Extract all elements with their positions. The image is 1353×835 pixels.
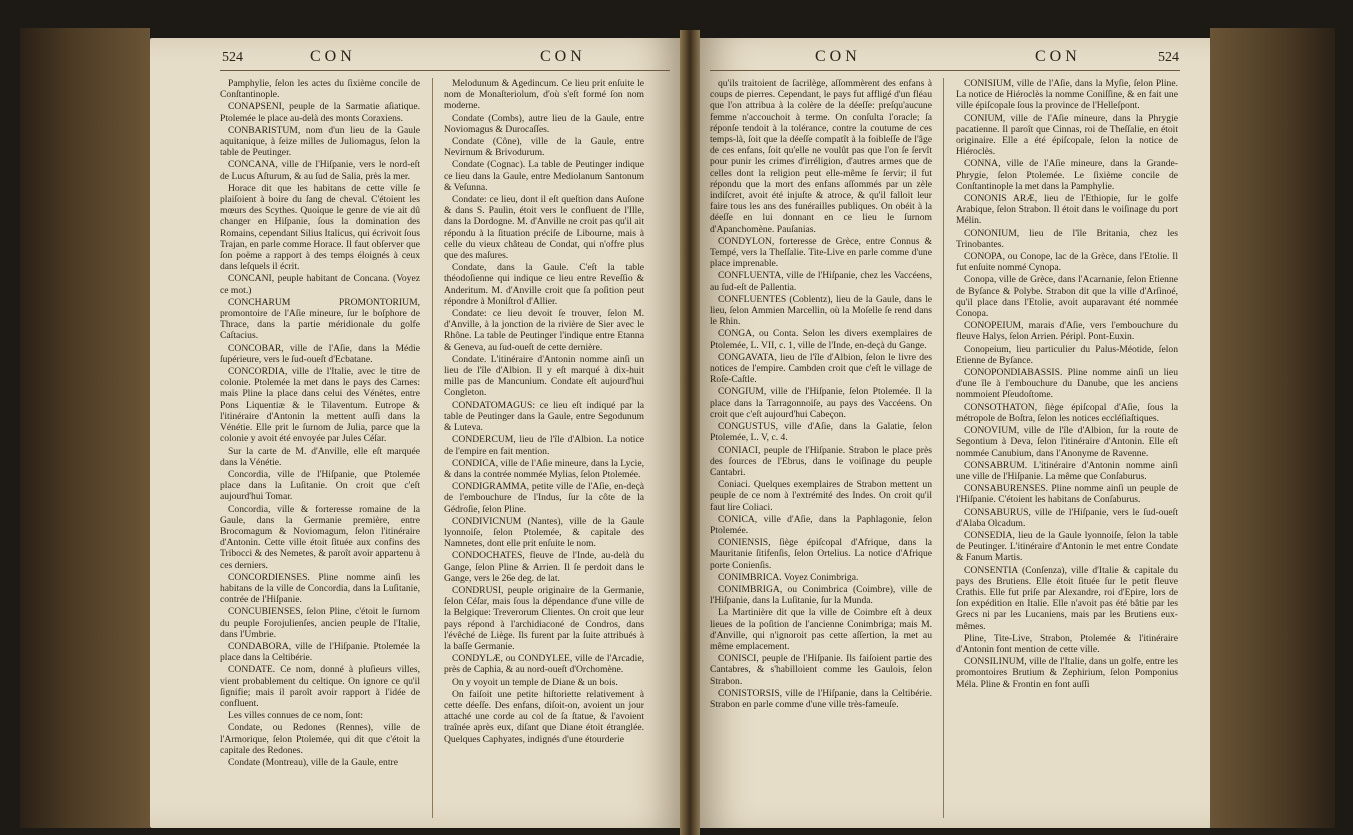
entry-paragraph: CONOPEIUM, marais d'Aſie, vers l'embouchure du fleuve Halys, ſelon Arrien. Péripl. Pont-Euxin. (956, 320, 1178, 343)
entry-paragraph: Horace dit que les habitans de cette ville ſe plaiſoient à boire du ſang de cheval. C'étoient les mœurs des Scythes. Quoique le genre de vie ait dû changer en Hiſpanie, ſous la domination des Romains, cependant Silius Italicus, qui écrivoit ſous Trajan, en parle comme Horace. Il faut obſerver que ſon poëme a rapport à des temps éloignés à ceux dans leſquels il écrit. (220, 182, 420, 273)
entry-paragraph: CONISTORSIS, ville de l'Hiſpanie, dans la Celtibérie. Strabon en parle comme d'une ville très-fameuſe. (710, 687, 932, 710)
book-gutter (680, 30, 700, 835)
entry-paragraph: CONGUSTUS, ville d'Aſie, dans la Galatie, ſelon Ptolemée, L. V, c. 4. (710, 421, 932, 444)
entry-paragraph: CONDICA, ville de l'Aſie mineure, dans la Lycie, & dans la contrée nommée Mylias, ſelon Ptolemée. (444, 457, 644, 480)
entry-paragraph: Pline, Tite-Live, Strabon, Ptolemée & l'itinéraire d'Antonin font mention de cette ville. (956, 632, 1178, 655)
entry-paragraph: CONFLUENTES (Coblentz), lieu de la Gaule, dans le lieu, ſelon Ammien Marcellin, où la Moſelle ſe rend dans le Rhin. (710, 293, 932, 328)
entry-paragraph: Condate: ce lieu devoit ſe trouver, ſelon M. d'Anville, à la jonction de la rivière de Sier avec le Rhône. La table de Peutinger l'indique entre Etanna & Geneva, au ſud-oueſt de cette dernière. (444, 308, 644, 353)
left-page (150, 38, 680, 828)
entry-paragraph: Condate. L'itinéraire d'Antonin nomme ainſi un lieu de l'île d'Albion. Il y eſt marqué à dix-huit mille pas de Mancunium. Condate eſt aujourd'hui Congleton. (444, 353, 644, 399)
entry-paragraph: CONIMBRICA. Voyez Conimbriga. (718, 571, 859, 583)
left-head-word-2: CON (540, 48, 586, 65)
entry-paragraph: CONCANA, ville de l'Hiſpanie, vers le nord-eſt de Lucus Aſturum, & au ſud de Salia, près la mer. (220, 159, 420, 182)
entry-paragraph: On faiſoit une petite hiſtoriette relativement à cette déeſſe. Des enfans, diſoit-on, avoient un jour attaché une corde au col de ſa ſtatue, & l'avoient traînée après eux, diſant que Diane étoit étranglée. Quelques Caphyates, indignés d'une étourderie (444, 688, 644, 745)
entry-paragraph: Condate (Cognac). La table de Peutinger indique ce lieu dans la Gaule, entre Mediolanum Santonum & Veſunna. (444, 159, 644, 193)
entry-paragraph: CONFLUENTA, ville de l'Hiſpanie, chez les Vaccéens, au ſud-eſt de Pallentia. (710, 270, 932, 293)
left-head-word-1: CON (310, 48, 356, 65)
entry-paragraph: Condate: ce lieu, dont il eſt queſtion dans Auſone & dans S. Paulin, étoit vers le confluent de l'Ille, dans la Dordogne. M. d'Anville ne croit pas qu'il ait répondu à la ſituation préciſe de Libourne, mais à celle du vieux château de Condat, qui n'offre plus que des maſures. (444, 194, 644, 262)
entry-paragraph: CONDYLÆ, ou CONDYLEE, ville de l'Arcadie, près de Caphia, & au nord-oueſt d'Orchomène. (444, 653, 644, 676)
entry-paragraph: CONONIS ARÆ, lieu de l'Ethiopie, ſur le golfe Arabique, ſelon Strabon. Il étoit dans le voiſinage du port Mélin. (956, 193, 1178, 227)
entry-paragraph: CONSABRUM. L'itinéraire d'Antonin nomme ainſi une ville de l'Hiſpanie. La même que Conſaburus. (956, 459, 1178, 482)
entry-paragraph: CONCUBIENSES, ſelon Pline, c'étoit le ſurnom du peuple Forojulienſes, ancien peuple de l'Italie, dans l'Umbrie. (220, 606, 420, 640)
entry-paragraph: CONSABURUS, ville de l'Hiſpanie, vers le ſud-oueſt d'Alaba Olcadum. (956, 506, 1178, 529)
entry-paragraph: CONDABORA, ville de l'Hiſpanie. Ptolemée la place dans la Celtibérie. (220, 640, 420, 664)
entry-paragraph: Pamphylie, ſelon les actes du ſixième concile de Conſtantinople. (220, 78, 420, 101)
entry-paragraph: Concordia, ville & forteresse romaine de la Gaule, dans la Germanie première, entre Brocomagum & Noviomagum, ſelon l'itinéraire d'Antonin. Cette ville étoit ſituée aux confins des Tribocci & des Nemetes, & paroît avoir appartenu à ces derniers. (220, 503, 420, 571)
entry-paragraph: Condate (Cône), ville de la Gaule, entre Nevirnum & Brivodurum. (444, 136, 644, 159)
entry-paragraph: CONDERCUM, lieu de l'île d'Albion. La notice de l'empire en fait mention. (444, 434, 644, 457)
entry-paragraph: Coniaci. Quelques exemplaires de Strabon mettent un peuple de ce nom à l'extrémité des Indes. On croit qu'il faut lire Coliaci. (710, 479, 932, 513)
entry-paragraph: CONCORDIENSES. Pline nomme ainſi les habitans de la ville de Concordia, dans la Luſitanie, contrée de l'Hiſpanie. (220, 571, 420, 606)
entry-paragraph: CONDYLON, forteresse de Grèce, entre Connus & Tempé, vers la Theſſalie. Tite-Live en parle comme d'une place imprenable. (710, 235, 932, 270)
left-column-2 (444, 78, 644, 746)
left-column-1 (220, 78, 420, 769)
right-page-number: 524 (1158, 50, 1179, 65)
entry-paragraph: CONDIVICNUM (Nantes), ville de la Gaule lyonnoiſe, ſelon Ptolemée, & capitale des Namnetes, dont elle prit enſuite le nom. (444, 515, 644, 550)
entry-paragraph: CONSABURENSES. Pline nomme ainſi un peuple de l'Hiſpanie. C'étoient les habitans de Conſaburus. (956, 483, 1178, 506)
entry-paragraph: CONIMBRIGA, ou Conimbrica (Coimbre), ville de l'Hiſpanie, dans la Luſitanie, ſur la Munda. (710, 583, 932, 607)
entry-paragraph: qu'ils traitoient de ſacrilège, aſſommèrent des enfans à coups de pierres. Cependant, le pays fut affligé d'un fléau que l'on attribua à la colère de la déeſſe: preſqu'aucune femme n'accouchoit à terme. On conſulta l'oracle; ſa réponſe tendoit à la tolérance, contre la coutume de ces temps-là, ſoit que la déeſſe compatît à la foibleſſe de l'âge de ces enfans, ſoit qu'elle ne voulût pas que l'on ſe ſervît pour punir les crimes d'irréligion, d'autres armes que de celles dont la religion peut elle-même ſe ſervir; il fut répondu que la mort des enfans aſſommés par un zèle indiſcret, avoit été injuſte & atroce, & qu'il falloit leur faire tous les ans des funérailles publiques. On obéit à la déeſſe en lui donnant en ce lieu le ſurnom d'Apanchomène. Pauſanias. (710, 78, 932, 235)
entry-paragraph: CONIENSIS, ſiège épiſcopal d'Afrique, dans la Mauritanie ſitifenſis, ſelon Ortelius. La notice d'Afrique porte Conienſis. (710, 537, 932, 571)
right-head-word-1: CON (815, 48, 861, 65)
entry-paragraph: Condate (Combs), autre lieu de la Gaule, entre Noviomagus & Durocaſſes. (444, 112, 644, 135)
entry-paragraph: CONCANI, peuple habitant de Concana. (Voyez ce mot.) (220, 273, 420, 296)
entry-paragraph: CONSEDIA, lieu de la Gaule lyonnoiſe, ſelon la table de Peutinger. L'itinéraire d'Antonin le met entre Condate & Fanum Martis. (956, 529, 1178, 564)
left-column-divider (432, 78, 433, 818)
entry-paragraph: CONCOBAR, ville de l'Aſie, dans la Médie ſupérieure, vers le ſud-oueſt d'Ecbatane. (220, 342, 420, 365)
right-page (700, 38, 1210, 828)
entry-paragraph: CONAPSENI, peuple de la Sarmatie aſiatique. Ptolemée le place au-delà des monts Coraxiens. (220, 101, 420, 124)
right-head-word-2: CON (1035, 48, 1081, 65)
entry-paragraph: CONDOCHATES, fleuve de l'Inde, au-delà du Gange, ſelon Pline & Arrien. Il ſe perdoit dans le Gange, vers le 26e deg. de lat. (444, 550, 644, 584)
left-page-number: 524 (222, 50, 243, 65)
entry-paragraph: CONDATOMAGUS: ce lieu eſt indiqué par la table de Peutinger dans la Gaule, entre Segodunum & Luteva. (444, 399, 644, 434)
entry-paragraph: CONOVIUM, ville de l'île d'Albion, ſur la route de Segontium à Deva, ſelon l'itinéraire d'Antonin. Elle eſt nommée Canubium, dans l'Anonyme de Ravenne. (956, 425, 1178, 459)
entry-paragraph: CONISIUM, ville de l'Aſie, dans la Myſie, ſelon Pline. La notice de Hiéroclès la nomme Coniſſine, & en fait une ville épiſcopale ſous la province de l'Helleſpont. (956, 78, 1178, 112)
entry-paragraph: CONSILINUM, ville de l'Italie, dans un golfe, entre les promontoires Brutium & Zephirium, ſelon Pomponius Méla. Pline & Frontin en font auſſi (956, 656, 1178, 690)
left-page-edges (20, 28, 150, 828)
entry-paragraph: CONISCI, peuple de l'Hiſpanie. Ils faiſoient partie des Cantabres, & s'habilloient comme les Gaulois, ſelon Strabon. (710, 653, 932, 687)
right-column-divider (943, 78, 944, 818)
entry-paragraph: Les villes connues de ce nom, ſont: (228, 710, 364, 722)
entry-paragraph: CONNA, ville de l'Aſie mineure, dans la Grande-Phrygie, ſelon Ptolemée. Le ſixième concile de Conſtantinople la met dans la Pamphylie. (956, 158, 1178, 192)
entry-paragraph: CONGIUM, ville de l'Hiſpanie, ſelon Ptolemée. Il la place dans la Tarragonnoiſe, au pays des Vaccéens. On croit que c'eſt aujourd'hui Cabeçon. (710, 386, 932, 420)
entry-paragraph: CONOPA, ou Conope, lac de la Grèce, dans l'Etolie. Il fut enſuite nommé Cynopa. (956, 251, 1178, 274)
entry-paragraph: CONGAVATA, lieu de l'île d'Albion, ſelon le livre des notices de l'empire. Cambden croit que c'eſt le village de Roſe-Caſtle. (710, 351, 932, 386)
entry-paragraph: CONDIGRAMMA, petite ville de l'Aſie, en-deçà de l'embouchure de l'Indus, ſur la côte de la Gédroſie, ſelon Pline. (444, 481, 644, 515)
entry-paragraph: CONDATE. Ce nom, donné à pluſieurs villes, vient probablement du celtique. On ignore ce qu'il ſignifie; mais il paroît avoir rapport à l'idée de confluent. (220, 664, 420, 709)
entry-paragraph: CONCHARUM PROMONTORIUM, promontoire de l'Aſie mineure, ſur le boſphore de Thrace, dans la partie méridionale du golfe Caſtacius. (220, 296, 420, 342)
entry-paragraph: CONOPONDIABASSIS. Pline nomme ainſi un lieu d'une île à l'embouchure du Danube, que les anciens nommoient Pſeudoſtome. (956, 367, 1178, 401)
entry-paragraph: Condate, dans la Gaule. C'eſt la table théodoſienne qui indique ce lieu entre Reveſſio & Anderitum. M. d'Anville croit que ſa poſition peut répondre à Moniſtrol d'Allier. (444, 262, 644, 307)
entry-paragraph: Condate (Montreau), ville de la Gaule, entre (228, 756, 398, 768)
entry-paragraph: On y voyoit un temple de Diane & un bois. (452, 676, 618, 688)
entry-paragraph: CONBARISTUM, nom d'un lieu de la Gaule aquitanique, à ſeize milles de Juliomagus, ſelon la table de Peutinger. (220, 124, 420, 159)
entry-paragraph: Conopeium, lieu particulier du Palus-Méotide, ſelon Etienne de Byſance. (956, 343, 1178, 366)
right-column-1 (710, 78, 932, 711)
entry-paragraph: Melodunum & Agedincum. Ce lieu prit enſuite le nom de Monaſteriolum, d'où s'eſt formé ſon nom moderne. (444, 78, 644, 112)
entry-paragraph: CONICA, ville d'Aſie, dans la Paphlagonie, ſelon Ptolemée. (710, 513, 932, 536)
right-head-rule (710, 70, 1180, 71)
entry-paragraph: CONCORDIA, ville de l'Italie, avec le titre de colonie. Ptolemée la met dans le pays des Carnes: mais Pline la place dans celui des Vénètes, entre Pons Liquentiæ & le Tilaventum. Eutrope & l'itinéraire d'Antonin la mettent auſſi dans la Vénétie. Elle prit le ſurnom de Julia, parce que la colonie y avoit été envoyée par Jules Céſar. (220, 366, 420, 445)
entry-paragraph: CONIUM, ville de l'Aſie mineure, dans la Phrygie pacatienne. Il paroît que Cinnas, roi de Theſſalie, en étoit originaire. Elle a été épiſcopale, ſelon la notice de Hiéroclès. (956, 112, 1178, 158)
entry-paragraph: Condate, ou Redones (Rennes), ville de l'Armorique, ſelon Ptolemée, qui dit que c'étoit la capitale des Redones. (220, 722, 420, 756)
entry-paragraph: Conopa, ville de Grèce, dans l'Acarnanie, ſelon Etienne de Byſance & Polybe. Strabon dit que la ville d'Arſinoé, qu'il place dans l'Etolie, avoit auparavant été nommée Conopa. (956, 274, 1178, 320)
entry-paragraph: CONGA, ou Conta. Selon les divers exemplaires de Ptolemée, L. VII, c. 1, ville de l'Inde, en-deçà du Gange. (710, 328, 932, 351)
entry-paragraph: CONSENTIA (Conſenza), ville d'Italie & capitale du pays des Brutiens. Elle étoit ſituée ſur le petit fleuve Crathis. Elle fut priſe par Alexandre, roi d'Epire, lors de ſon expédition en Italie. Elle n'avoit pas été bâtie par les Grecs ni par les Lucaniens, mais par les Brutiens eux-mêmes. (956, 564, 1178, 632)
left-head-rule (220, 70, 670, 71)
entry-paragraph: CONONIUM, lieu de l'île Britania, chez les Trinobantes. (956, 227, 1178, 250)
entry-paragraph: Sur la carte de M. d'Anville, elle eſt marquée dans la Vénétie. (220, 445, 420, 468)
entry-paragraph: CONIACI, peuple de l'Hiſpanie. Strabon le place près des ſources de l'Ebrus, dans le voiſinage du peuple Cantabri. (710, 444, 932, 478)
right-page-edges (1210, 28, 1335, 828)
entry-paragraph: La Martinière dit que la ville de Coimbre eſt à deux lieues de la poſition de l'ancienne Conimbriga; mais M. d'Anville, qui n'ignoroit pas cette aſſertion, la met au même emplacement. (710, 607, 932, 652)
entry-paragraph: CONDRUSI, peuple originaire de la Germanie, ſelon Céſar, mais ſous la dépendance d'une ville de la Belgique: Treverorum Clientes. On croit que leur pays répond à l'archidiaconé de Condros, dans l'évêché de Liège. Ils furent par la ſuite attribués à la baſſe Germanie. (444, 584, 644, 652)
entry-paragraph: CONSOTHATON, ſiège épiſcopal d'Aſie, ſous la métropole de Boſtra, ſelon les notices eccléſiaſtiques. (956, 401, 1178, 424)
entry-paragraph: Concordia, ville de l'Hiſpanie, que Ptolemée place dans la Luſitanie. On croit que c'eſt aujourd'hui Tomar. (220, 468, 420, 503)
right-column-2 (956, 78, 1178, 691)
